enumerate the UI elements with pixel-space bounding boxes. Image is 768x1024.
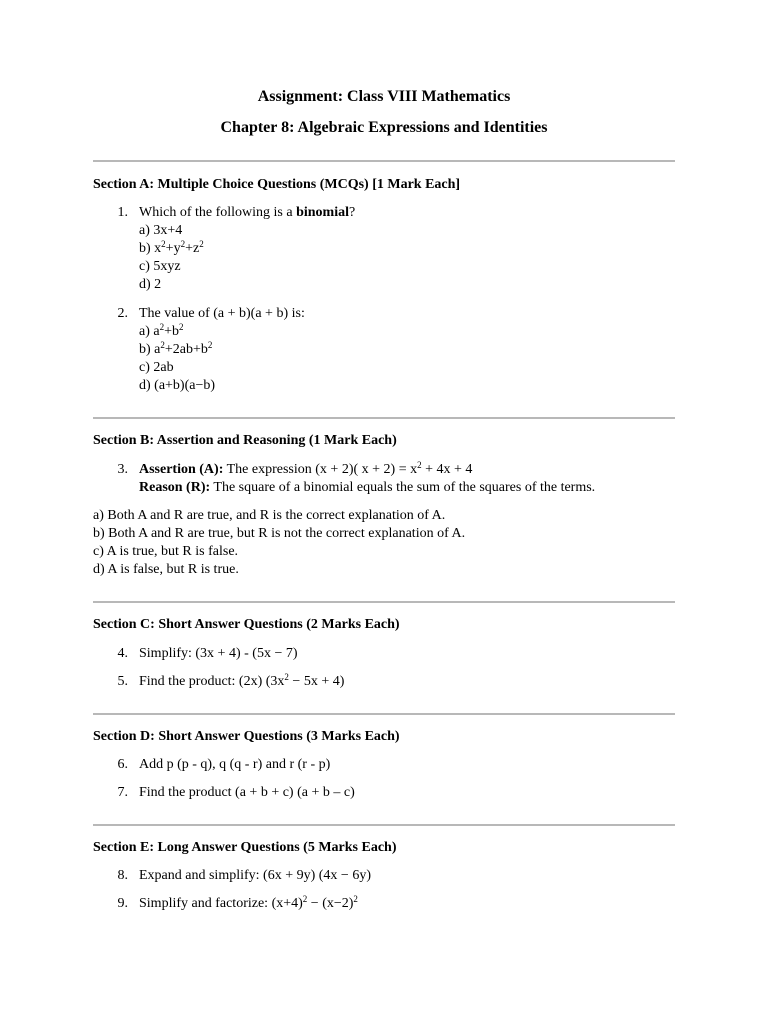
option-b: b) $a^2+2ab+b^2$: [139, 340, 213, 357]
option-a: a) Both A and R are true, and R is the correct explanation of A.: [93, 508, 446, 523]
divider: [93, 160, 675, 162]
chapter-title: Chapter 8: Algebraic Expressions and Identities: [220, 119, 548, 136]
question-number: 7.: [117, 785, 128, 800]
divider: [93, 713, 675, 715]
question-1: [139, 204, 355, 294]
question-number: 1.: [117, 205, 128, 220]
assignment-title: Assignment: Class VIII Mathematics: [257, 88, 511, 105]
option-c: c) 2ab: [139, 360, 174, 375]
section-a-heading: Section A: Multiple Choice Questions (MCQs) [1 Mark Each]: [93, 177, 461, 192]
question-number: 4.: [117, 646, 128, 661]
question-number: 5.: [117, 674, 128, 689]
question-number: 3.: [117, 462, 128, 477]
question-1-text: Which of the following is a binomial?: [139, 205, 356, 220]
divider: [93, 417, 675, 419]
option-a: a) $a^2+b^2$: [139, 322, 184, 339]
option-b: b) Both A and R are true, but R is not the correct explanation of A.: [93, 526, 466, 541]
question-number: 6.: [117, 757, 128, 772]
option-d: d) 2: [139, 277, 162, 292]
question-5: Find the product: (2x) $(3x^2 - 5x + 4)$: [139, 672, 345, 689]
divider: [93, 601, 675, 603]
question-3: [139, 461, 595, 497]
question-4: Simplify: (3x + 4) - (5x − 7): [139, 646, 298, 661]
question-number: 9.: [117, 896, 128, 911]
question-2: [139, 305, 305, 395]
divider: [93, 824, 675, 826]
question-number: 2.: [117, 306, 128, 321]
reason: Reason (R): The square of a binomial equals the sum of the squares of the terms.: [139, 480, 596, 495]
question-6: Add p (p - q), q (q - r) and r (r - p): [139, 757, 331, 772]
section-c-heading: Section C: Short Answer Questions (2 Marks Each): [93, 617, 400, 632]
question-7: Find the product (a + b + c) (a + b – c): [139, 785, 355, 800]
section-e-heading: Section E: Long Answer Questions (5 Marks Each): [93, 840, 397, 855]
assertion: Assertion (A): The expression (x + 2)( $x + 2) = x^2 + 4x + 4$: [139, 460, 473, 477]
option-d: d) (a+b)(a−b): [139, 378, 216, 393]
option-b: b) $x^2+y^2+z^2$: [139, 239, 204, 256]
assertion-options: [93, 507, 465, 579]
section-b-heading: Section B: Assertion and Reasoning (1 Mark Each): [93, 433, 397, 448]
option-c: c) 5xyz: [139, 259, 181, 274]
question-number: 8.: [117, 868, 128, 883]
question-8: Expand and simplify: (6x + 9y) (4x − 6y): [139, 868, 371, 883]
section-d-heading: Section D: Short Answer Questions (3 Marks Each): [93, 729, 400, 744]
option-d: d) A is false, but R is true.: [93, 562, 239, 577]
question-2-text: The value of (a + b)(a + b) is:: [139, 306, 305, 321]
option-c: c) A is true, but R is false.: [93, 544, 239, 559]
question-9: Simplify and factorize: $(x+4)^2 - (x-2)^2$: [139, 894, 358, 911]
option-a: a) 3x+4: [139, 223, 183, 238]
